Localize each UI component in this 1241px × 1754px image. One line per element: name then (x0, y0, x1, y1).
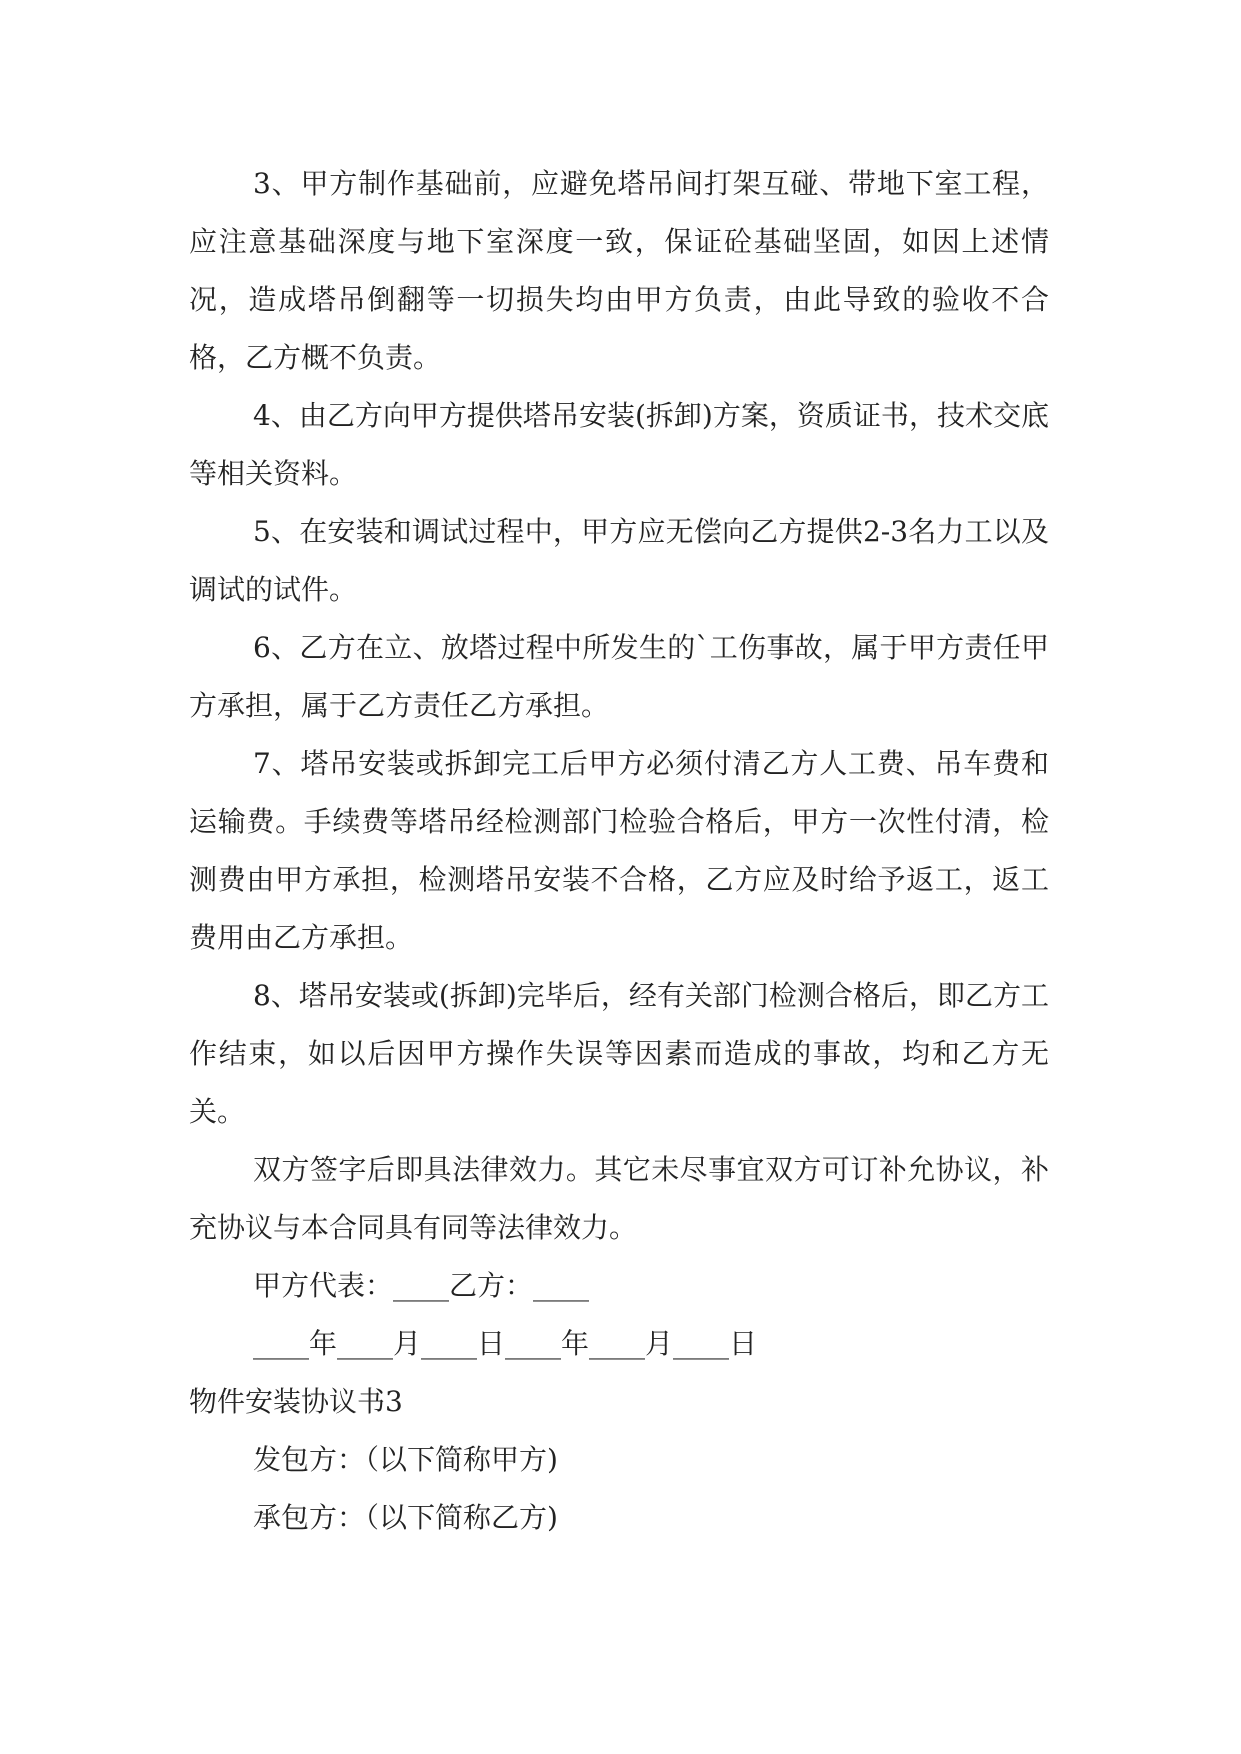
clause-7: 7、塔吊安装或拆卸完工后甲方必须付清乙方人工费、吊车费和运输费。手续费等塔吊经检测部门检验合格后，甲方一次性付清，检测费由甲方承担，检测塔吊安装不合格，乙方应及时给予返工，返工费用由乙方承担。 (189, 747, 1049, 954)
party-a-line: 发包方：（以下简称甲方) (253, 1443, 558, 1476)
party-b-line: 承包方：（以下简称乙方) (253, 1501, 558, 1534)
section-title: 物件安装协议书3 (189, 1385, 403, 1418)
date-line: ____年____月____日____年____月____日 (253, 1327, 758, 1360)
signature-line: 甲方代表：____乙方：____ (253, 1269, 590, 1302)
document-body (189, 155, 1049, 1547)
clause-8: 8、塔吊安装或(拆卸)完毕后，经有关部门检测合格后，即乙方工作结束，如以后因甲方操作失误等因素而造成的事故，均和乙方无关。 (189, 979, 1049, 1128)
effectiveness-clause: 双方签字后即具法律效力。其它未尽事宜双方可订补允协议，补充协议与本合同具有同等法律效力。 (189, 1153, 1049, 1244)
clause-6: 6、乙方在立、放塔过程中所发生的`工伤事故，属于甲方责任甲方承担，属于乙方责任乙方承担。 (189, 631, 1049, 722)
clause-4: 4、由乙方向甲方提供塔吊安装(拆卸)方案，资质证书，技术交底等相关资料。 (189, 399, 1049, 490)
clause-3: 3、甲方制作基础前，应避免塔吊间打架互碰、带地下室工程，应注意基础深度与地下室深度一致，保证砼基础坚固，如因上述情况，造成塔吊倒翻等一切损失均由甲方负责，由此导致的验收不合格，乙方概不负责。 (189, 167, 1049, 374)
clause-5: 5、在安装和调试过程中，甲方应无偿向乙方提供2-3名力工以及调试的试件。 (189, 515, 1049, 606)
